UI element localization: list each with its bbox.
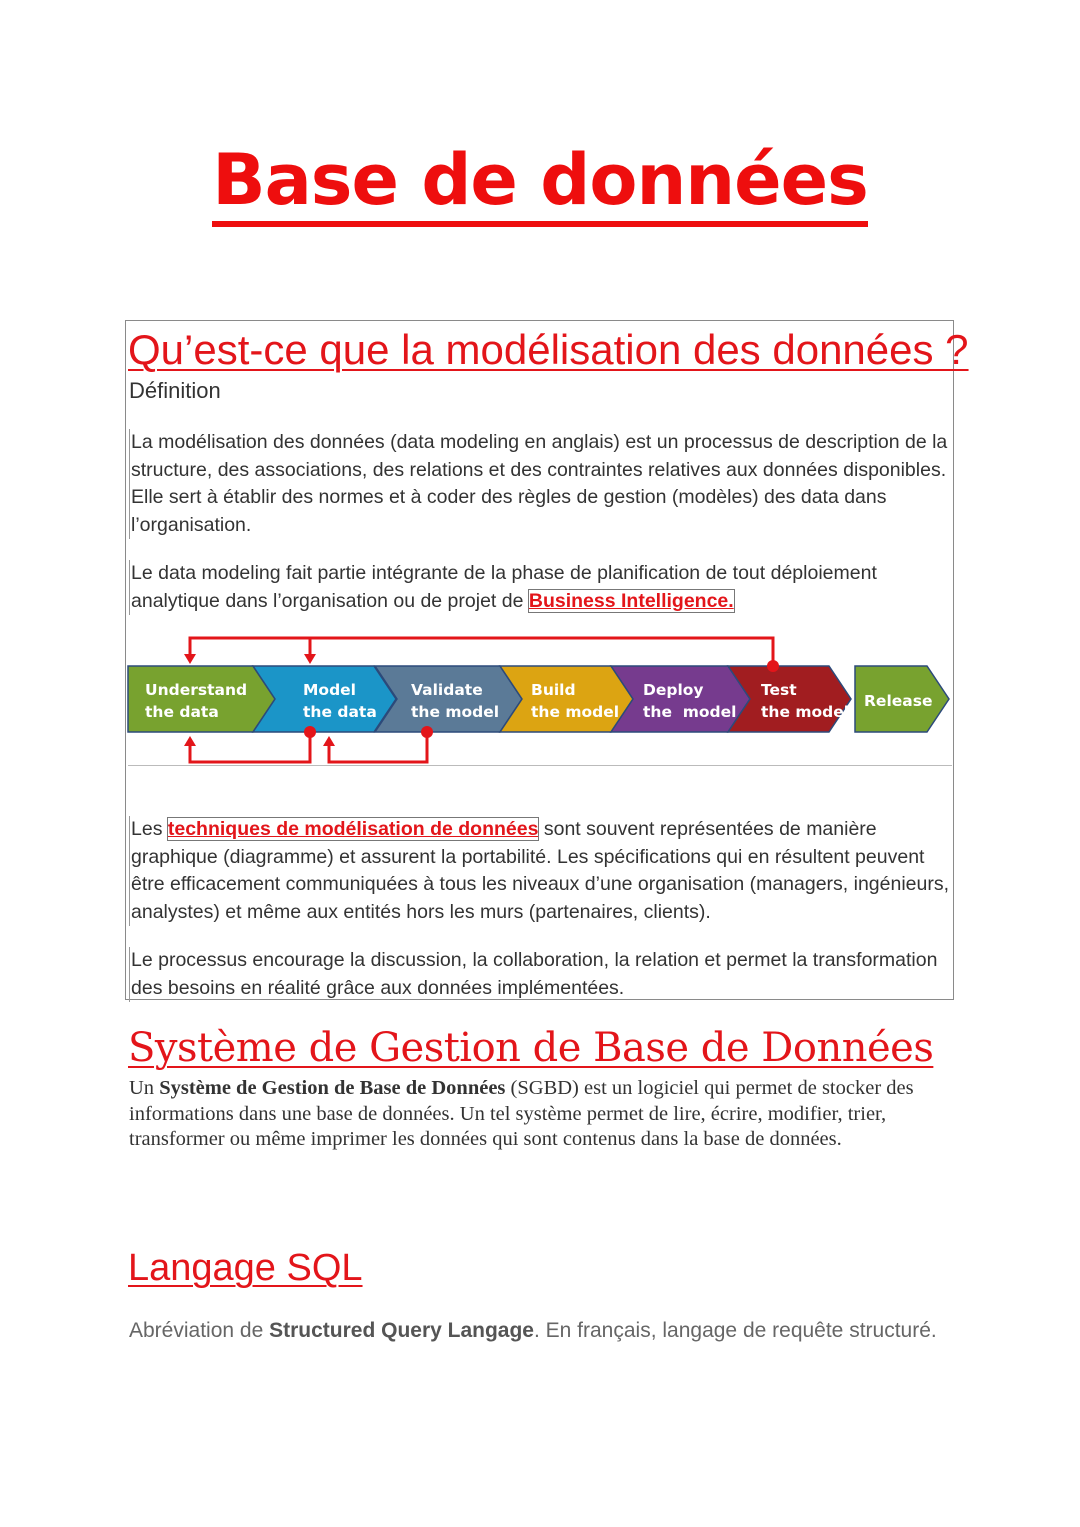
sgbd-text-before: Un [129,1077,160,1099]
definition-subheading: Définition [129,378,221,403]
techniques-text-after: sont souvent représentées de manière graphique (diagramme) et assurent la portabilité. Les spécifications qui en résultent peuvent être efficacement communiquées à tous les niveaux d’une organisation (managers, ingénieurs, analystes) et même aux entités hors les murs (partenaires, clients). [131,818,950,923]
process-step-2 [253,666,396,732]
process-step-1 [128,666,275,732]
sql-bold-term: Structured Query Langage [269,1319,534,1342]
data-modeling-process-diagram [125,630,954,770]
process-step-label: the data [145,703,219,721]
arrow-head-icon [304,654,316,664]
connector-dot [304,726,316,738]
process-step-label: Test [761,681,797,699]
feedback-arrow-bottom-2 [329,732,427,762]
section-heading-modelisation: Qu’est-ce que la modélisation des données ? [128,326,969,373]
process-flow-svg [125,630,954,770]
business-intelligence-link[interactable]: Business Intelligence. [528,589,734,612]
process-step-label: Validate [411,681,483,699]
definition-paragraph: La modélisation des données (data modeling en anglais) est un processus de description de la structure, des associations, des relations et des contraintes relatives aux données disponibles. Elle sert à établir des normes et à coder des règles de gestion (modèles) des data dans l’organisation. [129,429,951,539]
arrow-head-icon [323,736,335,746]
process-step-label: the data [303,703,377,721]
process-step-label: Release [864,692,933,710]
arrow-head-icon [184,654,196,664]
process-paragraph: Le processus encourage la discussion, la collaboration, la relation et permet la transformation des besoins en réalité grâce aux données implémentées. [129,947,951,1002]
connector-dot [421,726,433,738]
techniques-text-before: Les [131,818,168,840]
sgbd-paragraph [129,1076,949,1153]
process-step-label: the model [761,703,850,721]
sql-text-before: Abréviation de [129,1319,270,1342]
arrow-head-icon [184,736,196,746]
process-step-label: Deploy [643,681,704,699]
process-step-label: Build [531,681,576,699]
process-step-label: the model [531,703,620,721]
section-heading-sgbd: Système de Gestion de Base de Données [128,1025,934,1071]
page-title [0,140,1080,227]
sql-text-after: . En français, langage de requête structuré. [533,1319,937,1342]
sgbd-bold-term: Système de Gestion de Base de Données [159,1077,506,1099]
process-step-label: Understand [145,681,248,699]
techniques-link[interactable]: techniques de modélisation de données [167,818,539,840]
techniques-paragraph [129,816,951,926]
page-title-text: Base de données [212,140,868,227]
process-step-3 [375,666,522,732]
sgbd-text-after: (SGBD) est un logiciel qui permet de stocker des informations dans une base de données. Un tel système permet de lire, écrire, modifier, trier, transformer ou même imprimer les données qui sont contenus dans la base de données. [129,1077,914,1150]
process-step-label: Model [303,681,356,699]
divider-line [128,765,952,766]
connector-dot [767,660,779,672]
sql-paragraph [129,1316,949,1346]
process-step-label: the model [643,703,737,721]
feedback-arrow-top [190,638,773,666]
process-step-label: the model [411,703,500,721]
section-heading-sql: Langage SQL [128,1247,363,1289]
planning-paragraph [129,560,951,615]
feedback-arrow-bottom-1 [190,732,310,762]
planning-text: Le data modeling fait partie intégrante de la phase de planification de tout déploiement analytique dans l’organisation ou de projet de [131,562,877,612]
